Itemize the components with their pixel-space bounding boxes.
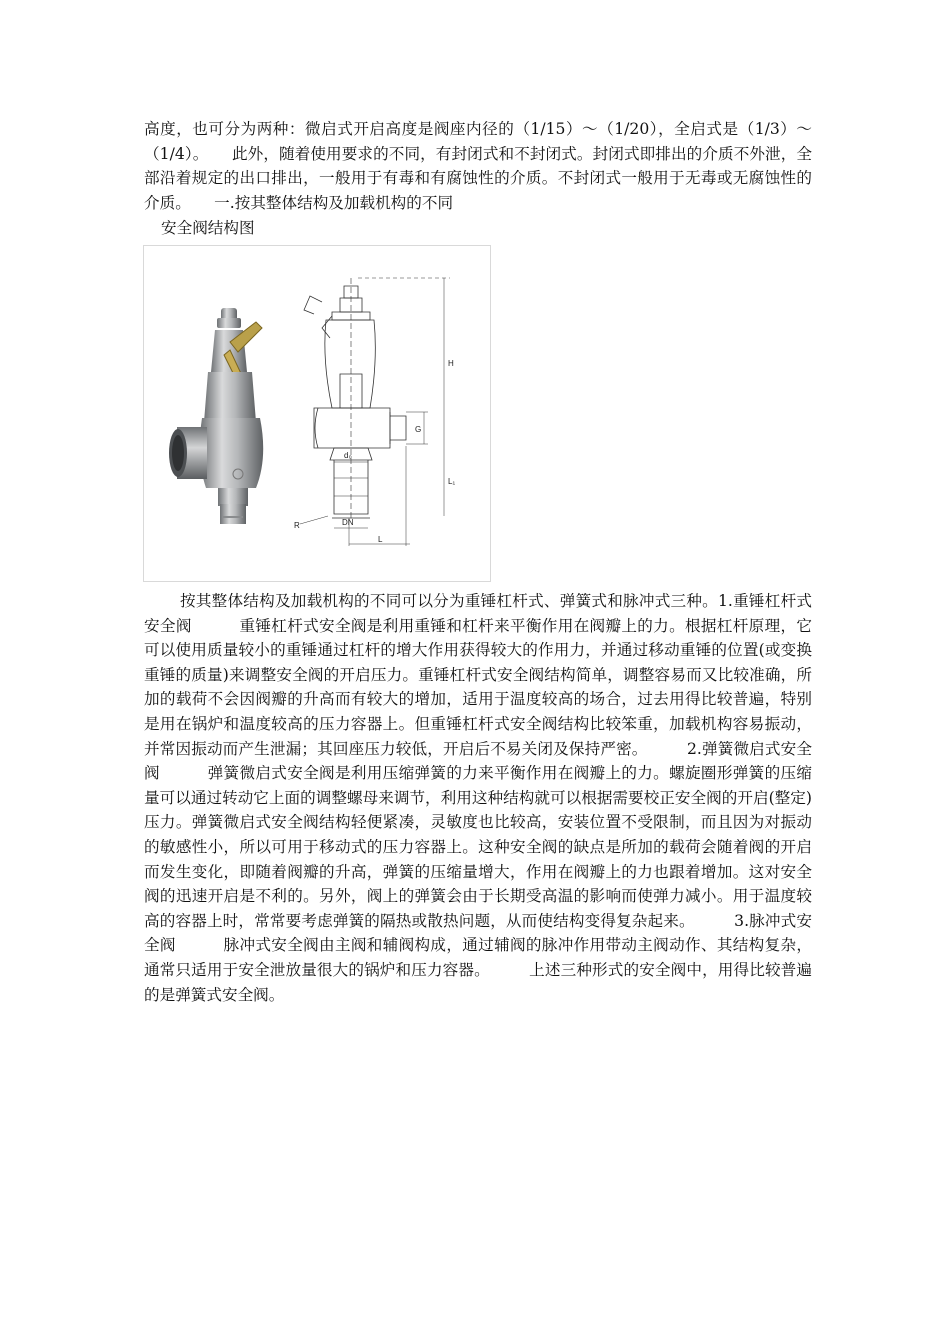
- label-L1: L₁: [448, 477, 456, 486]
- label-R: R: [294, 521, 300, 530]
- safety-valve-figure: [143, 245, 491, 582]
- label-DN: DN: [342, 518, 354, 527]
- figure-caption: 安全阀结构图: [161, 219, 255, 237]
- valve-photo: [169, 308, 263, 524]
- label-G: G: [415, 425, 422, 434]
- label-H: H: [448, 359, 454, 368]
- valve-drawing: [300, 278, 450, 546]
- label-d0: d₀: [344, 451, 352, 460]
- label-L: L: [378, 535, 383, 544]
- paragraph-2: 按其整体结构及加载机构的不同可以分为重锤杠杆式、弹簧式和脉冲式三种。1.重锤杠杆式安全阀 重锤杠杆式安全阀是利用重锤和杠杆来平衡作用在阀瓣上的力。根据杠杆原理，它可以使用质量较小的重锤通过杠杆的增大作用获得较大的作用力，并通过移动重锤的位置(或变换重锤的质量)来调整安全阀的开启压力。重锤杠杆式安全阀结构简单，调整容易而又比较准确，所加的载荷不会因阀瓣的升高而有较大的增加，适用于温度较高的场合，过去用得比较普遍，特别是用在锅炉和温度较高的压力容器上。但重锤杠杆式安全阀结构比较笨重，加载机构容易振动，并常因振动而产生泄漏；其回座压力较低，开启后不易关闭及保持严密。 2.弹簧微启式安全阀 弹簧微启式安全阀是利用压缩弹簧的力来平衡作用在阀瓣上的力。螺旋圈形弹簧的压缩量可以通过转动它上面的调整螺母来调节，利用这种结构就可以根据需要校正安全阀的开启(整定)压力。弹簧微启式安全阀结构轻便紧凑，灵敏度也比较高，安装位置不受限制，而且因为对振动的敏感性小，所以可用于移动式的压力容器上。这种安全阀的缺点是所加的载荷会随着阀的开启而发生变化，即随着阀瓣的升高，弹簧的压缩量增大，作用在阀瓣上的力也跟着增加。这对安全阀的迅速开启是不利的。另外，阀上的弹簧会由于长期受高温的影响而使弹力减小。用于温度较高的容器上时，常常要考虑弹簧的隔热或散热问题，从而使结构变得复杂起来。 3.脉冲式安全阀 脉冲式安全阀由主阀和辅阀构成，通过辅阀的脉冲作用带动主阀动作、其结构复杂，通常只适用于安全泄放量很大的锅炉和压力容器。 上述三种形式的安全阀中，用得比较普遍的是弹簧式安全阀。: [144, 592, 812, 1004]
- paragraph-1: 高度，也可分为两种：微启式开启高度是阀座内径的（1/15）～（1/20），全启式是（1/3）～（1/4）。 此外，随着使用要求的不同，有封闭式和不封闭式。封闭式即排出的介质不外泄，全部沿着规定的出口排出，一般用于有毒和有腐蚀性的介质。不封闭式一般用于无毒或无腐蚀性的介质。 一.按其整体结构及加载机构的不同: [144, 120, 812, 212]
